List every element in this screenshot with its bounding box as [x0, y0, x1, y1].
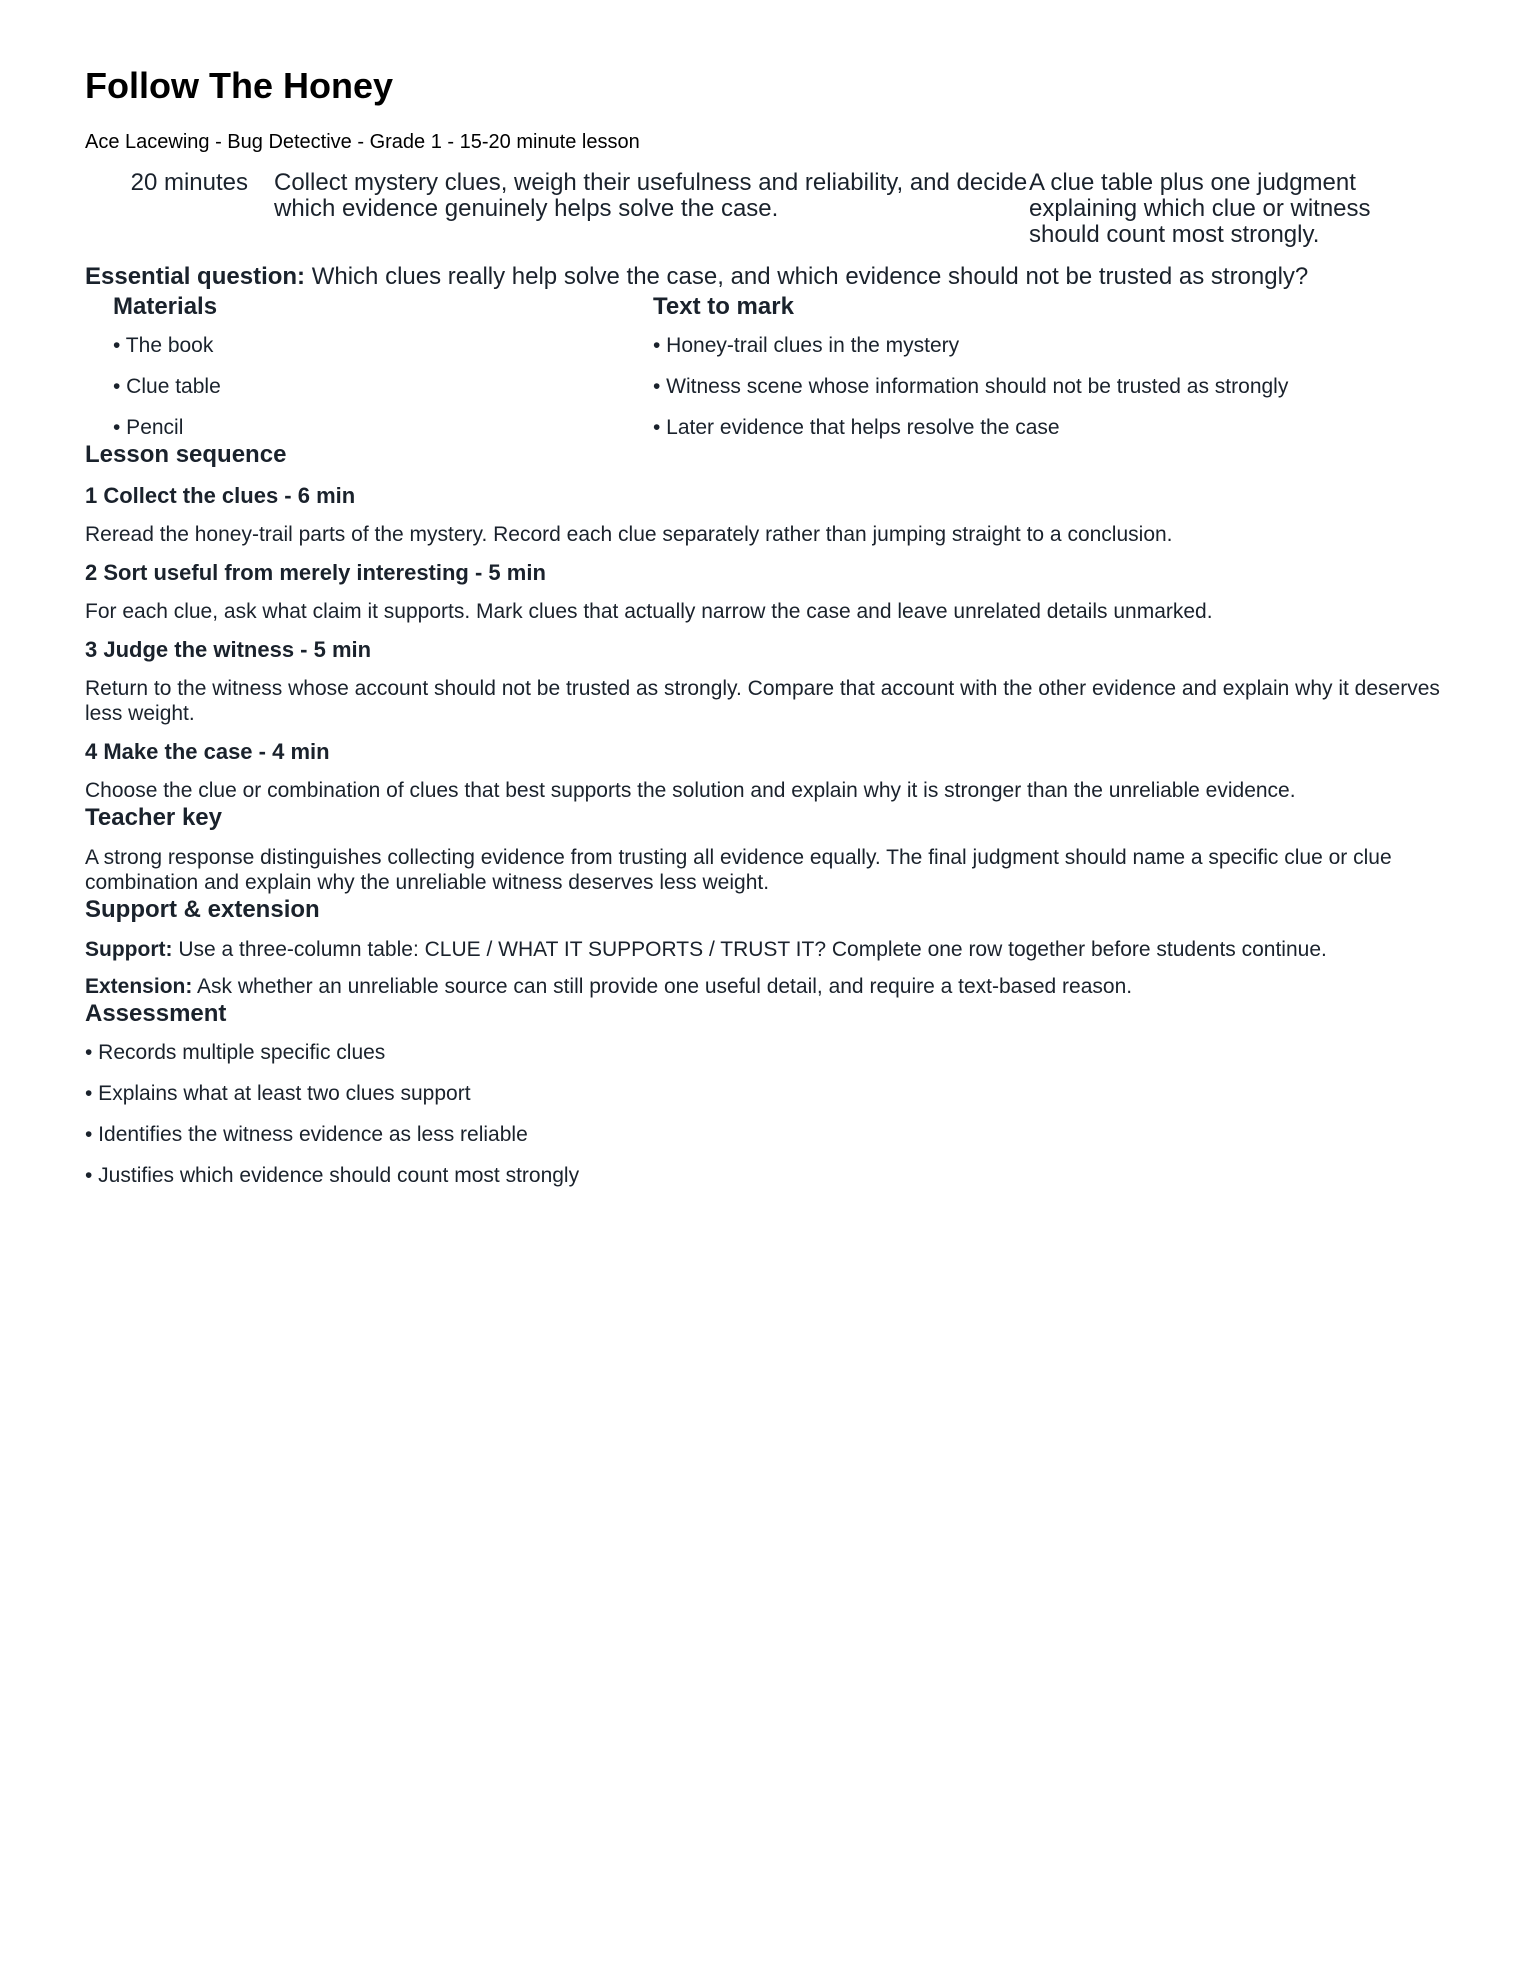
- list-item: • The book: [113, 334, 214, 357]
- teacher-key-text: A strong response distinguishes collecting evidence from trusting all evidence equally. The final judgment should name a specific clue or clue combination and explain why the unreliable witness deserves less weight.: [85, 846, 1392, 894]
- step-title: 1 Collect the clues - 6 min: [85, 483, 356, 508]
- lesson-sequence-heading: Lesson sequence: [85, 441, 287, 468]
- assessment-list: [85, 1041, 1455, 1188]
- overview-product: A clue table plus one judgment explaining which clue or witness should count most strongly.: [1029, 169, 1371, 248]
- text-to-mark-list: [653, 334, 1453, 440]
- step-text: Reread the honey-trail parts of the mystery. Record each clue separately rather than jumping straight to a conclusion.: [85, 523, 1173, 546]
- list-item: • Witness scene whose information should not be trusted as strongly: [653, 375, 1289, 398]
- support-extension-heading: Support & extension: [85, 896, 320, 923]
- materials-heading: Materials: [113, 293, 218, 320]
- materials-and-text-to-mark: [113, 292, 1455, 440]
- list-item: • Identifies the witness evidence as less reliable: [85, 1123, 528, 1146]
- page-title: Follow The Honey: [85, 65, 394, 106]
- list-item: • Honey-trail clues in the mystery: [653, 334, 960, 357]
- essential-question: [85, 262, 1455, 292]
- extension-text: Ask whether an unreliable source can still provide one useful detail, and require a text-based reason.: [197, 975, 1133, 998]
- step-title: 3 Judge the witness - 5 min: [85, 637, 372, 662]
- list-item: • Clue table: [113, 375, 221, 398]
- overview-goal: Collect mystery clues, weigh their usefulness and reliability, and decide which evidence genuinely helps solve the case.: [274, 169, 1028, 222]
- support-paragraph: [85, 937, 1455, 962]
- essential-question-label: Essential question:: [85, 263, 306, 290]
- list-item: • Justifies which evidence should count most strongly: [85, 1164, 580, 1187]
- step-text: For each clue, ask what claim it supports. Mark clues that actually narrow the case and leave unrelated details unmarked.: [85, 600, 1213, 623]
- text-to-mark-column: [653, 292, 1453, 440]
- assessment-heading: Assessment: [85, 1000, 227, 1027]
- list-item: • Pencil: [113, 416, 184, 439]
- text-to-mark-heading: Text to mark: [653, 293, 794, 320]
- list-item: • Records multiple specific clues: [85, 1041, 386, 1064]
- lesson-plan-page: [85, 62, 1455, 1205]
- step-text: Choose the clue or combination of clues that best supports the solution and explain why it is stronger than the unreliable evidence.: [85, 779, 1296, 802]
- list-item: • Later evidence that helps resolve the case: [653, 416, 1060, 439]
- support-text: Use a three-column table: CLUE / WHAT IT SUPPORTS / TRUST IT? Complete one row together before students continue.: [178, 938, 1327, 961]
- overview-duration: 20 minutes: [130, 169, 248, 196]
- list-item: • Explains what at least two clues support: [85, 1082, 471, 1105]
- step-text: Return to the witness whose account should not be trusted as strongly. Compare that account with the other evidence and explain why it deserves less weight.: [85, 677, 1440, 725]
- support-label: Support:: [85, 938, 173, 961]
- step-title: 2 Sort useful from merely interesting - 5 min: [85, 560, 546, 585]
- page-subtitle: Ace Lacewing - Bug Detective - Grade 1 - 15-20 minute lesson: [85, 131, 640, 153]
- materials-column: [113, 292, 653, 440]
- materials-list: [113, 334, 653, 440]
- essential-question-text: Which clues really help solve the case, and which evidence should not be trusted as strongly?: [311, 263, 1309, 290]
- overview-row: [85, 170, 1455, 248]
- step-title: 4 Make the case - 4 min: [85, 739, 330, 764]
- teacher-key-heading: Teacher key: [85, 804, 222, 831]
- extension-paragraph: [85, 974, 1455, 999]
- extension-label: Extension:: [85, 975, 193, 998]
